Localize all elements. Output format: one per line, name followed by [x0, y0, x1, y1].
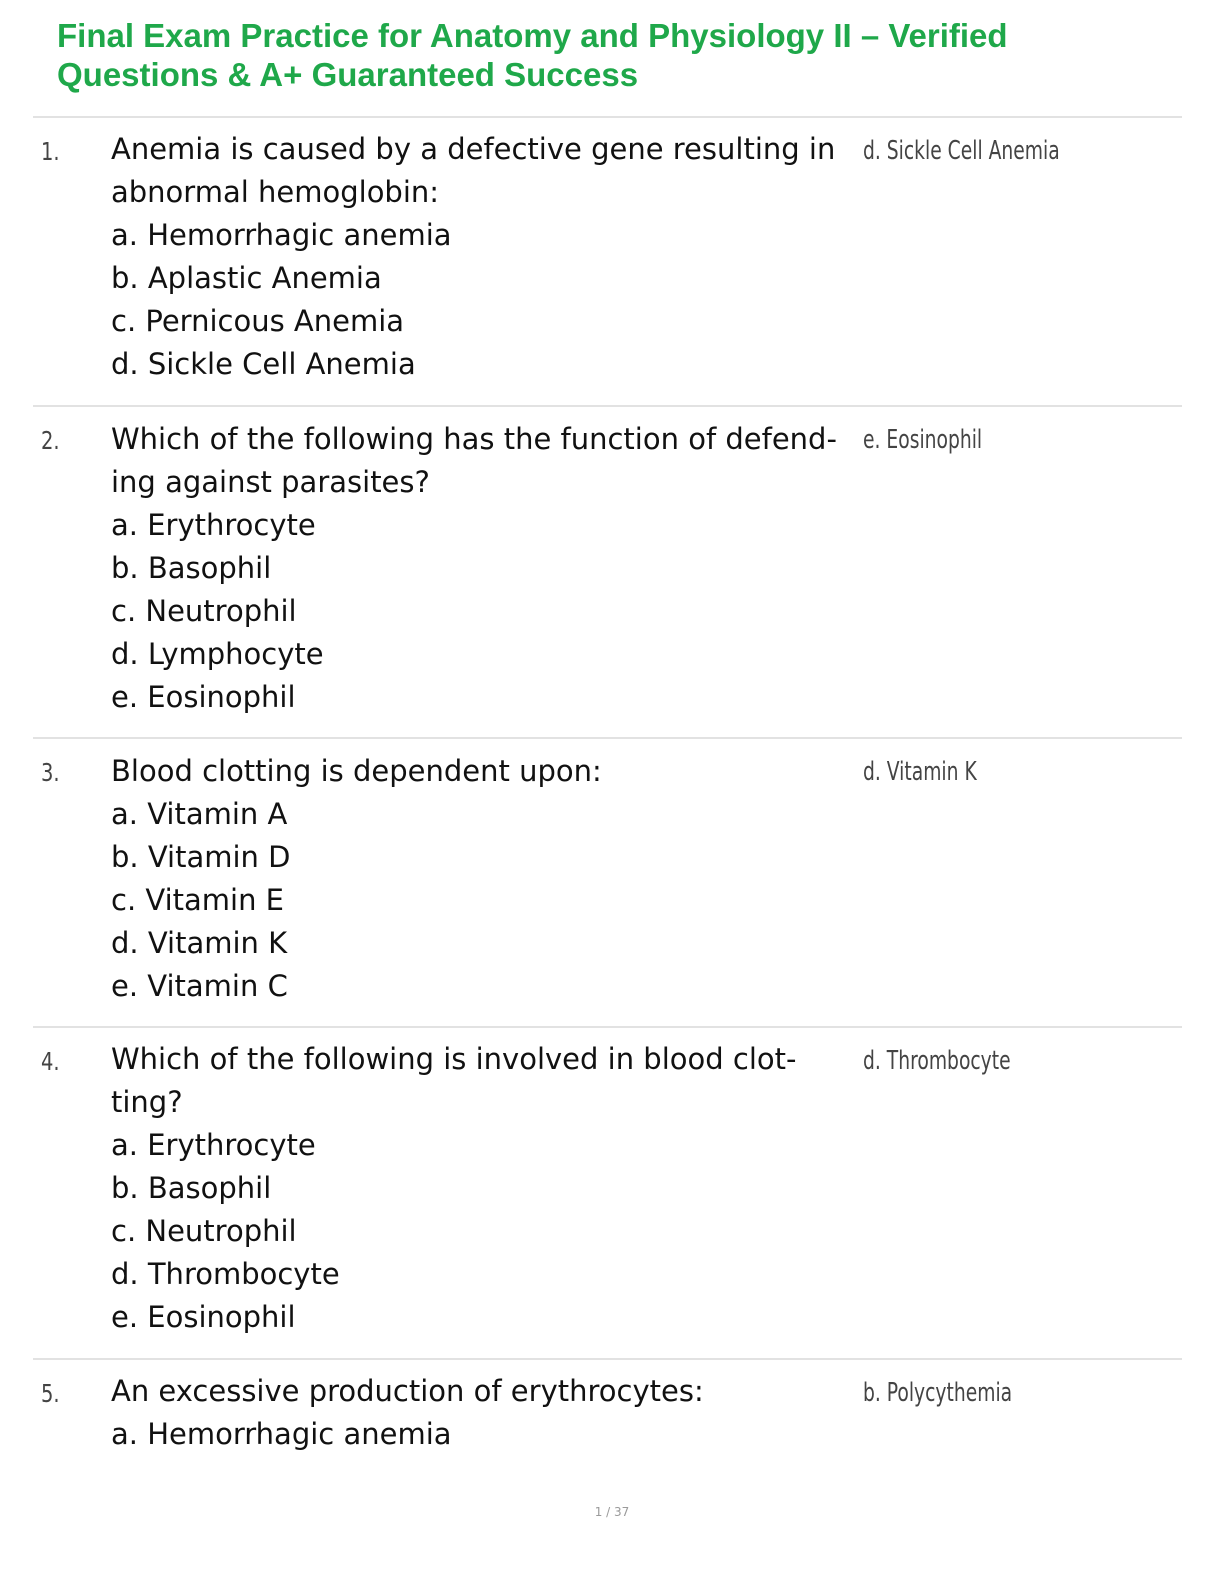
question-body [111, 418, 846, 719]
question-text: An excessive production of erythrocytes: [111, 1374, 704, 1408]
answer-text: d. Thrombocyte [863, 1046, 1011, 1076]
option-d: d. Thrombocyte [111, 1257, 340, 1291]
question-text: ing against parasites? [111, 465, 430, 499]
answer-text: e. Eosinophil [863, 425, 983, 455]
divider [33, 737, 1182, 739]
option-a: a. Vitamin A [111, 797, 288, 831]
question-body [111, 1370, 846, 1456]
question-text: abnormal hemoglobin: [111, 175, 440, 209]
question-number: 1. [41, 137, 60, 166]
option-b: b. Basophil [111, 551, 272, 585]
option-a: a. Hemorrhagic anemia [111, 1417, 452, 1451]
option-b: b. Basophil [111, 1171, 272, 1205]
question-text: Which of the following is involved in blood clot- [111, 1042, 797, 1076]
question-number: 2. [41, 426, 60, 455]
divider [33, 116, 1182, 118]
document-title [57, 16, 1177, 94]
question-body [111, 128, 846, 386]
option-e: e. Eosinophil [111, 1300, 296, 1334]
option-a: a. Hemorrhagic anemia [111, 218, 452, 252]
question-text: Which of the following has the function of defend- [111, 422, 837, 456]
question-number: 3. [41, 758, 60, 787]
answer-text: d. Sickle Cell Anemia [863, 136, 1060, 166]
page-number: 1 / 37 [594, 1505, 630, 1519]
divider [33, 1026, 1182, 1028]
question-number: 5. [41, 1379, 60, 1408]
option-b: b. Aplastic Anemia [111, 261, 382, 295]
option-a: a. Erythrocyte [111, 1128, 316, 1162]
title-line-2: Questions & A+ Guaranteed Success [57, 56, 639, 93]
option-c: c. Vitamin E [111, 883, 285, 917]
option-c: c. Pernicous Anemia [111, 304, 405, 338]
question-text: Blood clotting is dependent upon: [111, 754, 602, 788]
option-e: e. Eosinophil [111, 680, 296, 714]
option-e: e. Vitamin C [111, 969, 288, 1003]
question-text: Anemia is caused by a defective gene resulting in [111, 132, 836, 166]
divider [33, 1358, 1182, 1360]
option-d: d. Vitamin K [111, 926, 288, 960]
question-body [111, 750, 846, 1008]
answer-text: b. Polycythemia [863, 1378, 1013, 1408]
divider [33, 405, 1182, 407]
question-number: 4. [41, 1047, 60, 1076]
title-line-1: Final Exam Practice for Anatomy and Physiology II – Verified [57, 17, 1008, 54]
option-d: d. Sickle Cell Anemia [111, 347, 416, 381]
answer-text: d. Vitamin K [863, 757, 977, 787]
question-text: ting? [111, 1085, 183, 1119]
option-b: b. Vitamin D [111, 840, 291, 874]
option-d: d. Lymphocyte [111, 637, 324, 671]
option-c: c. Neutrophil [111, 1214, 297, 1248]
option-a: a. Erythrocyte [111, 508, 316, 542]
question-body [111, 1038, 846, 1339]
option-c: c. Neutrophil [111, 594, 297, 628]
